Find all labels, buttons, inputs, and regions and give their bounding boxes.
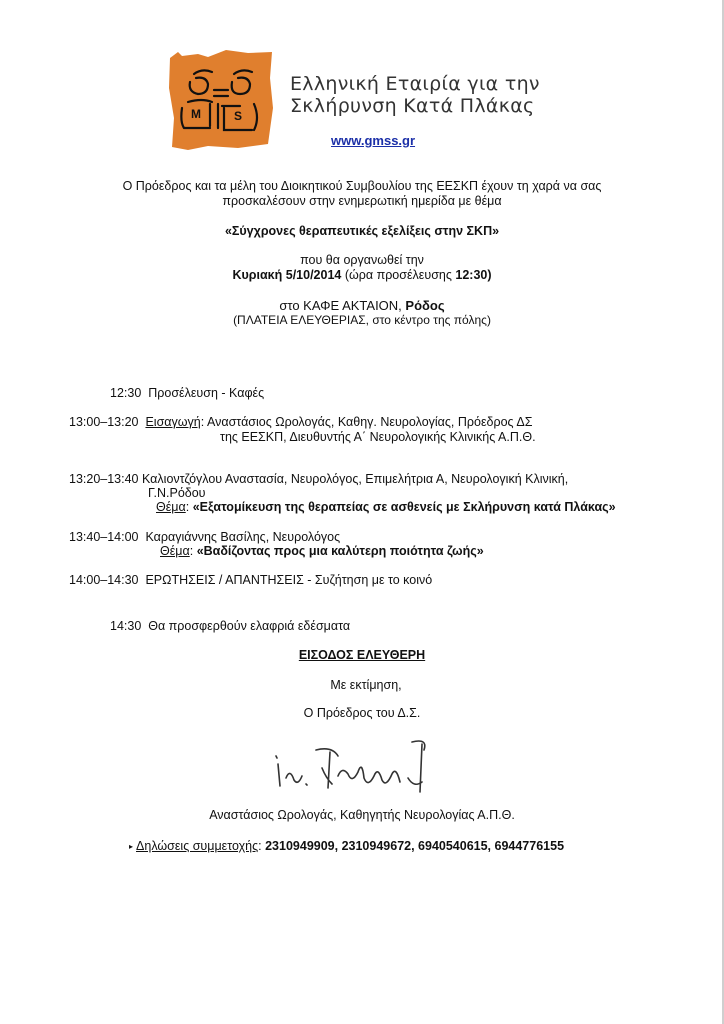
contact-label: Δηλώσεις συμμετοχής	[136, 839, 259, 853]
society-logo	[168, 48, 274, 152]
logo-background	[169, 50, 273, 150]
regards-text: Με εκτίμηση,	[330, 678, 402, 692]
program-text: Καλιοντζόγλου Αναστασία, Νευρολόγος, Επιμελήτρια Α, Νευρολογική Κλινική,	[142, 472, 569, 486]
program-item	[69, 530, 340, 544]
program-time: 13:40–14:00	[69, 530, 139, 544]
organization-name	[290, 73, 540, 117]
invitation-intro	[0, 179, 724, 209]
event-date-bold: Κυριακή 5/10/2014	[232, 268, 342, 282]
website-link[interactable]: www.gmss.gr	[331, 133, 416, 148]
free-entry-notice	[0, 648, 724, 662]
theme-title: «Βαδίζοντας προς μια καλύτερη ποιότητα ζωής»	[196, 544, 484, 558]
program-time: 14:00–14:30	[69, 573, 139, 587]
theme-label: Θέμα	[160, 544, 190, 558]
program-item	[69, 573, 432, 587]
signer-role: Ο Πρόεδρος του Δ.Σ.	[303, 706, 421, 720]
program-time: 13:20–13:40	[69, 472, 139, 486]
free-entry-text: ΕΙΣΟΔΟΣ ΕΛΕΥΘΕΡΗ	[298, 648, 426, 662]
logo-letter-s: S	[234, 109, 243, 123]
logo-letter-m: M	[191, 107, 201, 121]
event-date	[0, 268, 724, 282]
bullet-arrow-icon: ▸	[129, 842, 134, 851]
program-item	[69, 472, 568, 486]
program-time: 14:30	[110, 619, 142, 633]
program-item	[69, 415, 532, 429]
intro-line2: προσκαλέσουν στην ενημερωτική ημερίδα με θέμα	[222, 194, 502, 208]
program-text: Θα προσφερθούν ελαφριά εδέσματα	[148, 619, 351, 633]
signer-name: Αναστάσιος Ωρολογάς, Καθηγητής Νευρολογίας Α.Π.Θ.	[209, 808, 515, 822]
organized-text: που θα οργανωθεί την	[300, 253, 424, 267]
signature-image	[272, 738, 442, 798]
program-text: ΕΡΩΤΗΣΕΙΣ / ΑΠΑΝΤΗΣΕΙΣ - Συζήτηση με το κοινό	[145, 573, 433, 587]
venue-name: στο ΚΑΦΕ ΑΚΤΑΙΟΝ,	[279, 298, 402, 313]
program-text: : Αναστάσιος Ωρολογάς, Καθηγ. Νευρολογίας, Πρόεδρος ΔΣ	[200, 415, 533, 429]
program-theme: Θέμα: «Εξατομίκευση της θεραπείας σε ασθενείς με Σκλήρυνση κατά Πλάκας»	[156, 500, 616, 514]
program-text-continued: Γ.Ν.Ρόδου	[148, 486, 206, 500]
program-time: 13:00–13:20	[69, 415, 139, 429]
program-item	[110, 619, 350, 633]
event-venue	[0, 298, 724, 313]
theme-title: «Εξατομίκευση της θεραπείας σε ασθενείς με Σκλήρυνση κατά Πλάκας»	[192, 500, 616, 514]
program-label: Εισαγωγή	[145, 415, 201, 429]
registration-contacts: ▸ Δηλώσεις συμμετοχής: 2310949909, 2310949672, 6940540615, 6944776155	[129, 839, 565, 853]
arrival-time: 12:30)	[455, 268, 492, 282]
theme-label: Θέμα	[156, 500, 186, 514]
program-text-continued: της ΕΕΣΚΠ, Διευθυντής Α΄ Νευρολογικής Κλινικής Α.Π.Θ.	[220, 430, 536, 444]
contact-phones: 2310949909, 2310949672, 6940540615, 6944776155	[265, 839, 565, 853]
program-text: Καραγιάννης Βασίλης, Νευρολόγος	[145, 530, 341, 544]
org-name-line2: Σκλήρυνση Κατά Πλάκας	[290, 95, 535, 117]
program-text: Προσέλευση - Καφές	[148, 386, 265, 400]
program-time: 12:30	[110, 386, 142, 400]
program-theme: Θέμα: «Βαδίζοντας προς μια καλύτερη ποιότητα ζωής»	[160, 544, 484, 558]
event-title: «Σύγχρονες θεραπευτικές εξελίξεις στην ΣΚΠ»	[224, 224, 500, 238]
program-item	[110, 386, 264, 400]
org-name-line1: Ελληνική Εταιρία για την	[290, 73, 540, 95]
arrival-prefix: (ώρα προσέλευσης	[344, 268, 452, 282]
venue-address: (ΠΛΑΤΕΙΑ ΕΛΕΥΘΕΡΙΑΣ, στο κέντρο της πόλης)	[233, 313, 491, 327]
intro-line1: Ο Πρόεδρος και τα μέλη του Διοικητικού Συμβουλίου της ΕΕΣΚΠ έχουν τη χαρά να σας	[122, 179, 602, 193]
venue-city: Ρόδος	[405, 298, 445, 313]
